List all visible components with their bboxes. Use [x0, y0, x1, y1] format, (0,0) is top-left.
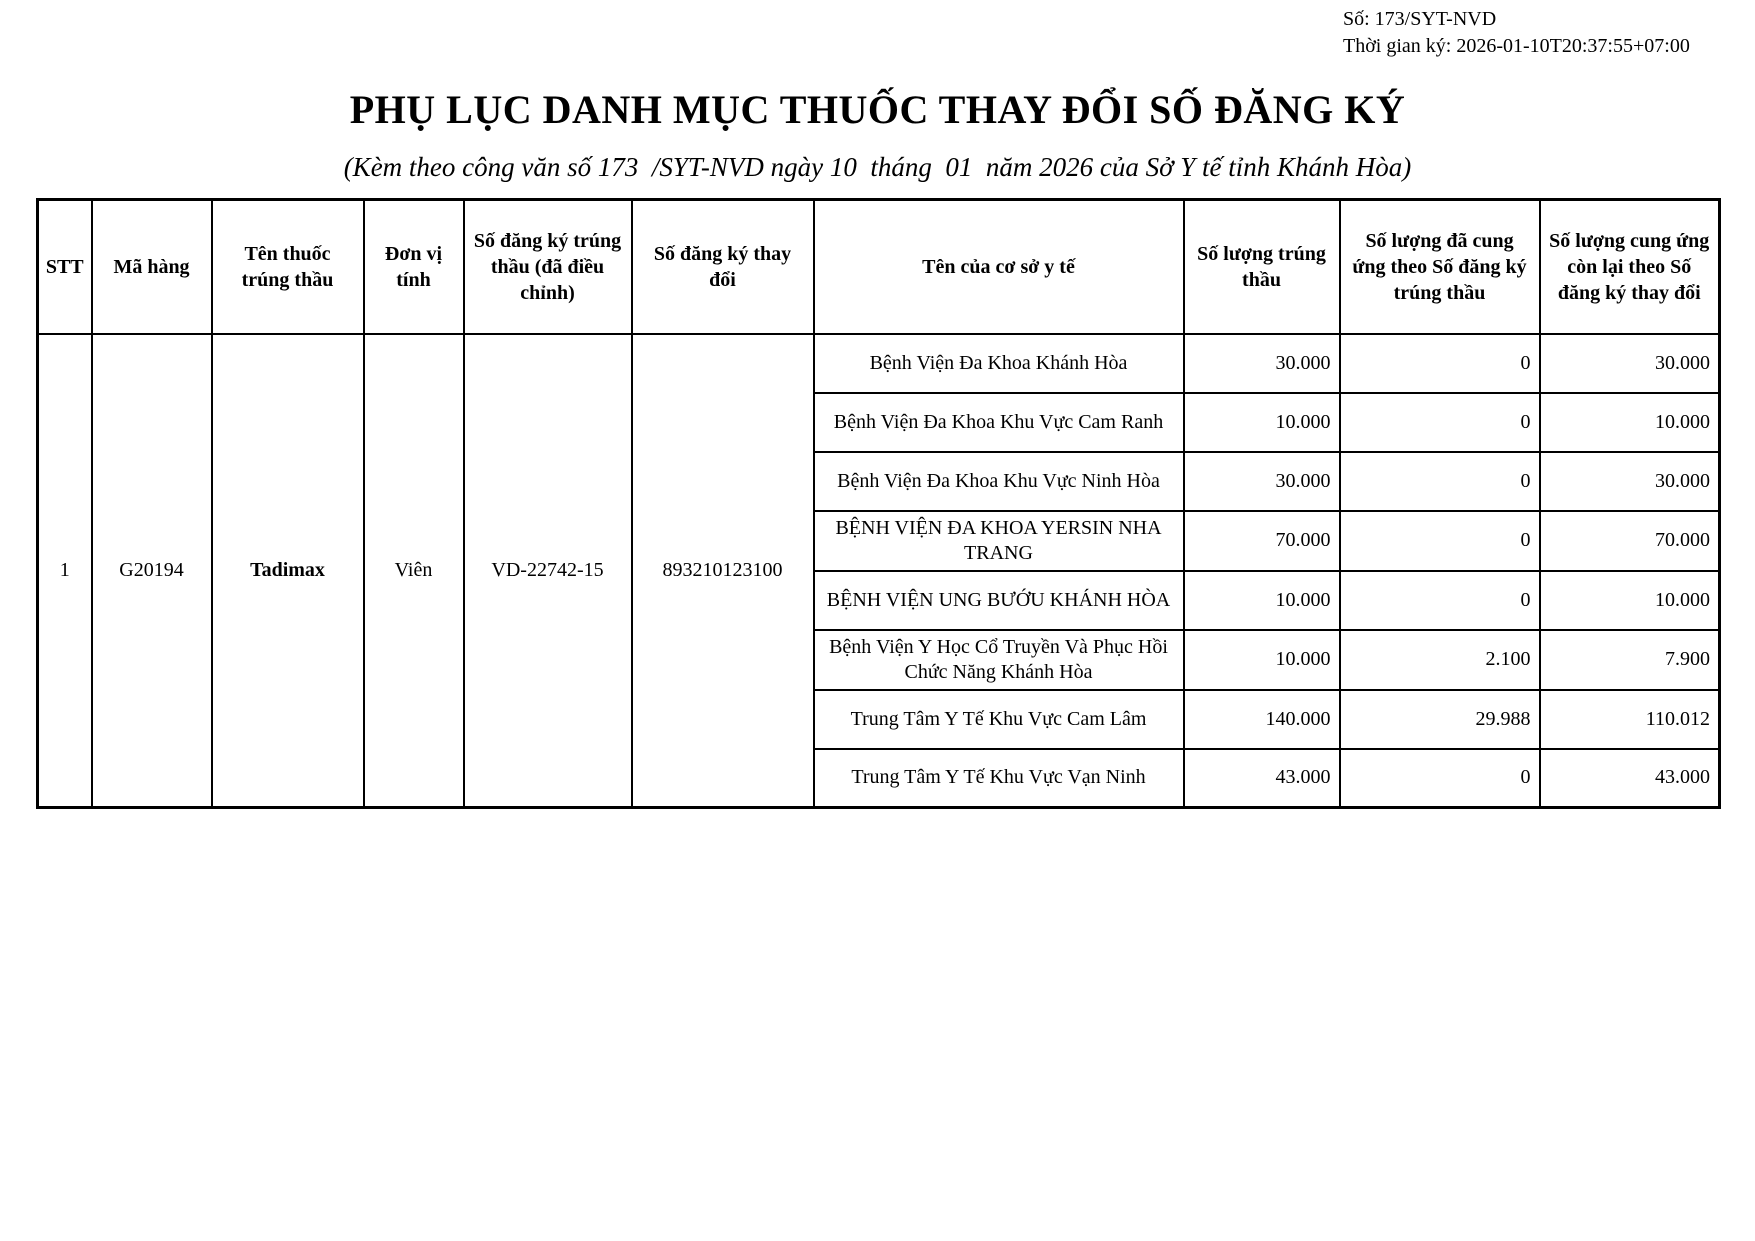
table-row [38, 334, 1720, 393]
reg-no-won-cell: VD-22742-15 [464, 334, 632, 808]
facility-cell: BỆNH VIỆN UNG BƯỚU KHÁNH HÒA [814, 571, 1184, 630]
column-header-reg-no-won: Số đăng ký trúng thầu (đã điều chỉnh) [464, 200, 632, 334]
facility-cell: Bệnh Viện Đa Khoa Khánh Hòa [814, 334, 1184, 393]
remaining-qty-cell: 110.012 [1540, 690, 1720, 749]
supplied-qty-cell: 0 [1340, 749, 1540, 808]
doc-number: Số: 173/SYT-NVD [1343, 8, 1497, 30]
column-header-supplied-qty: Số lượng đã cung ứng theo Số đăng ký trúng thầu [1340, 200, 1540, 334]
facility-cell: Bệnh Viện Đa Khoa Khu Vực Cam Ranh [814, 393, 1184, 452]
won-qty-cell: 10.000 [1184, 393, 1340, 452]
supplied-qty-cell: 0 [1340, 452, 1540, 511]
facility-cell: BỆNH VIỆN ĐA KHOA YERSIN NHA TRANG [814, 511, 1184, 571]
column-header-reg-no-changed: Số đăng ký thay đổi [632, 200, 814, 334]
remaining-qty-cell: 10.000 [1540, 571, 1720, 630]
supplied-qty-cell: 29.988 [1340, 690, 1540, 749]
facility-cell: Bệnh Viện Y Học Cổ Truyền Và Phục Hồi Chức Năng Khánh Hòa [814, 630, 1184, 690]
won-qty-cell: 10.000 [1184, 571, 1340, 630]
won-qty-cell: 140.000 [1184, 690, 1340, 749]
remaining-qty-cell: 70.000 [1540, 511, 1720, 571]
reg-no-changed-cell: 893210123100 [632, 334, 814, 808]
column-header-code: Mã hàng [92, 200, 212, 334]
column-header-facility: Tên của cơ sở y tế [814, 200, 1184, 334]
facility-cell: Bệnh Viện Đa Khoa Khu Vực Ninh Hòa [814, 452, 1184, 511]
remaining-qty-cell: 43.000 [1540, 749, 1720, 808]
column-header-unit: Đơn vị tính [364, 200, 464, 334]
supplied-qty-cell: 2.100 [1340, 630, 1540, 690]
drug-name-cell: Tadimax [212, 334, 364, 808]
remaining-qty-cell: 30.000 [1540, 452, 1720, 511]
won-qty-cell: 70.000 [1184, 511, 1340, 571]
page-title: PHỤ LỤC DANH MỤC THUỐC THAY ĐỔI SỐ ĐĂNG KÝ [349, 87, 1406, 132]
won-qty-cell: 43.000 [1184, 749, 1340, 808]
remaining-qty-cell: 7.900 [1540, 630, 1720, 690]
supplied-qty-cell: 0 [1340, 511, 1540, 571]
supplied-qty-cell: 0 [1340, 571, 1540, 630]
won-qty-cell: 30.000 [1184, 334, 1340, 393]
supplied-qty-cell: 0 [1340, 334, 1540, 393]
column-header-remaining-qty: Số lượng cung ứng còn lại theo Số đăng ký thay đổi [1540, 200, 1720, 334]
supplied-qty-cell: 0 [1340, 393, 1540, 452]
won-qty-cell: 30.000 [1184, 452, 1340, 511]
stt-cell: 1 [38, 334, 92, 808]
facility-cell: Trung Tâm Y Tế Khu Vực Cam Lâm [814, 690, 1184, 749]
won-qty-cell: 10.000 [1184, 630, 1340, 690]
column-header-won-qty: Số lượng trúng thầu [1184, 200, 1340, 334]
document-meta [1343, 6, 1690, 60]
remaining-qty-cell: 10.000 [1540, 393, 1720, 452]
remaining-qty-cell: 30.000 [1540, 334, 1720, 393]
facility-cell: Trung Tâm Y Tế Khu Vực Vạn Ninh [814, 749, 1184, 808]
header-row [38, 200, 1720, 334]
column-header-drug-name: Tên thuốc trúng thầu [212, 200, 364, 334]
column-header-stt: STT [38, 200, 92, 334]
page-subtitle: (Kèm theo công văn số 173 /SYT-NVD ngày 10 tháng 01 năm 2026 của Sở Y tế tỉnh Khánh Hòa) [343, 152, 1412, 182]
unit-cell: Viên [364, 334, 464, 808]
drug-registration-table [36, 198, 1721, 809]
sign-time: Thời gian ký: 2026-01-10T20:37:55+07:00 [1343, 35, 1690, 57]
code-cell: G20194 [92, 334, 212, 808]
